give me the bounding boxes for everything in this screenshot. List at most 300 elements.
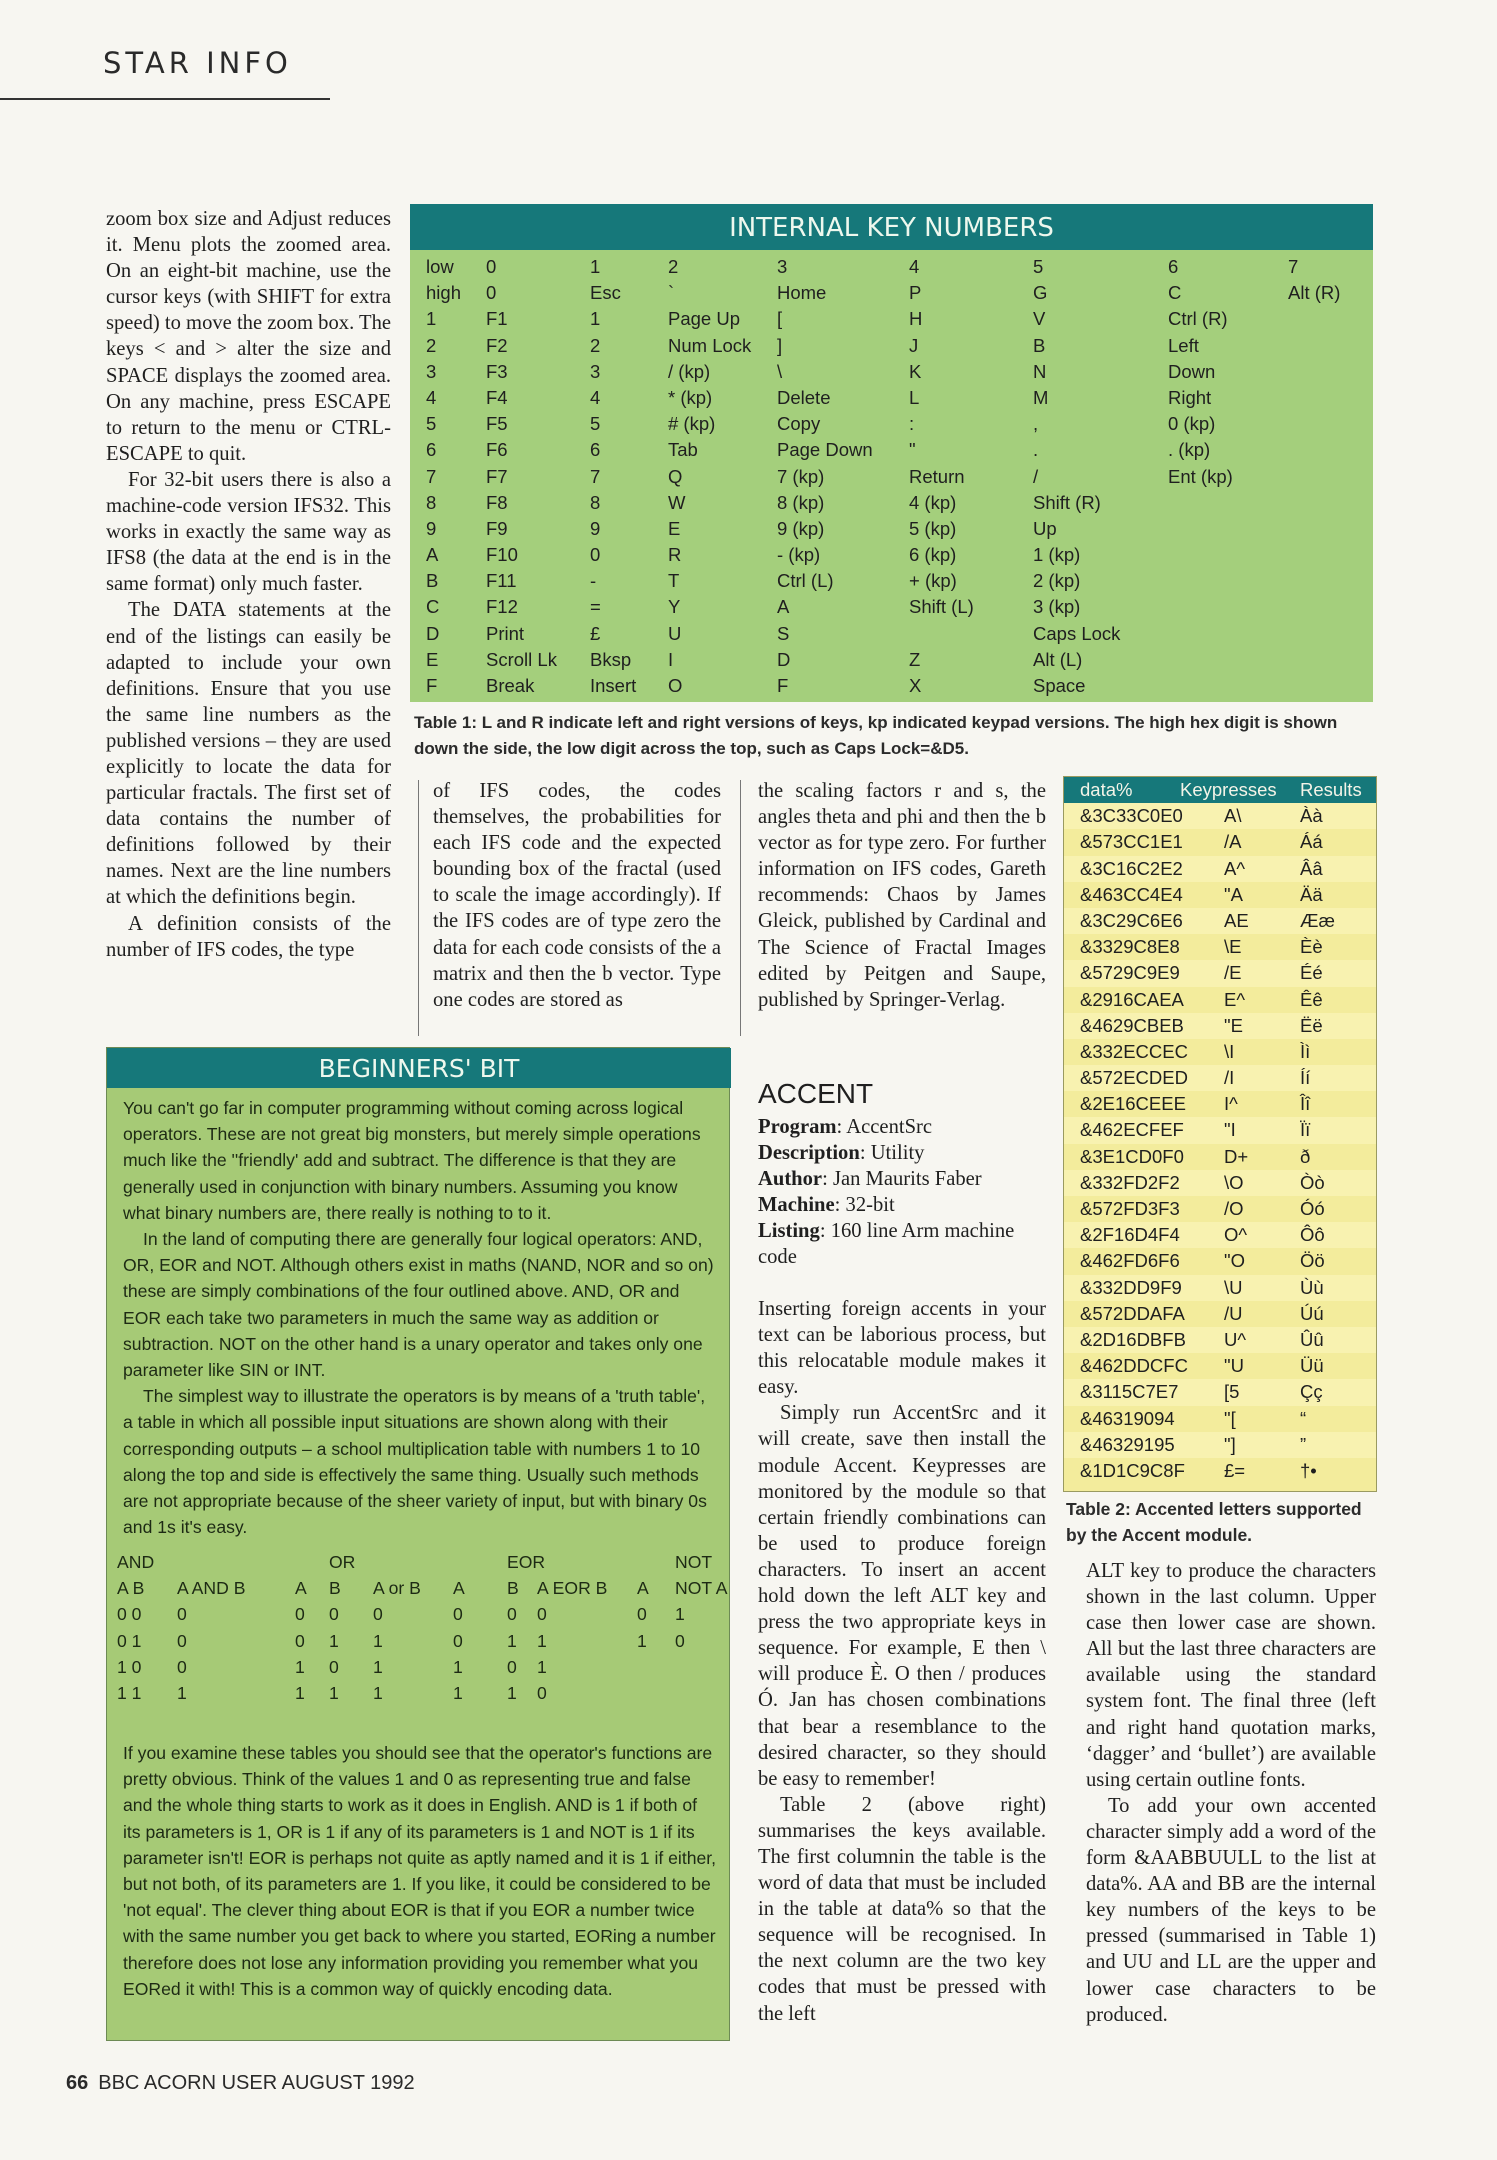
table1-cell: Home: [777, 282, 827, 304]
table2-cell: Íí: [1300, 1067, 1311, 1089]
table1-cell: 4 (kp): [909, 491, 957, 513]
table1-cell: Page Down: [777, 439, 873, 461]
truth-cell: 0: [453, 1604, 463, 1625]
table2-cell: &462ECFEF: [1080, 1119, 1184, 1141]
truth-cell: 0: [537, 1682, 547, 1703]
truth-cell: 1: [295, 1656, 305, 1677]
table1-cell: ": [909, 439, 916, 461]
table1-cell: 4: [909, 256, 920, 277]
table1-cell: £: [590, 622, 601, 644]
truth-cell: B: [329, 1578, 341, 1599]
table1-cell: A: [777, 596, 790, 618]
table1-cell: F: [426, 675, 438, 696]
table1-cell: F10: [486, 544, 518, 566]
table2-cell: &572DDAFA: [1080, 1302, 1185, 1324]
table1-cell: N: [1033, 360, 1047, 382]
table2-cell: \U: [1224, 1276, 1243, 1298]
table1-cell: C: [1168, 282, 1182, 304]
table1-cell: C: [426, 596, 440, 618]
table1-cell: Scroll Lk: [486, 648, 557, 670]
spec-description: Description: Utility: [758, 1142, 925, 1165]
table2-cell: &572FD3F3: [1080, 1198, 1180, 1219]
table1-cell: 7: [1288, 256, 1299, 277]
accent-paragraph-1: Inserting foreign accents in your text can be laborious process, but this relocatable module makes it easy.: [758, 1298, 1046, 1399]
table1-cell: I: [668, 648, 674, 670]
table2-cell: Çç: [1300, 1381, 1323, 1403]
table2-cell: [5: [1224, 1381, 1240, 1403]
table2-cell: &4629CBEB: [1080, 1014, 1184, 1036]
table2-cell: Éé: [1300, 962, 1323, 984]
table1-cell: L: [909, 386, 920, 408]
col3-top-paragraph: the scaling factors r and s, the angles theta and phi and then the b vector as for type zero. For further information on IFS codes, Gareth recommends: Chaos by James Gleick, published by Cardinal and The Science of Fractal Images edited by Peitgen and Saupe, published by Springer-Verlag.: [758, 780, 1046, 1011]
truth-cell: 1: [329, 1682, 339, 1703]
table1-cell: Alt (L): [1033, 648, 1083, 670]
truth-cell: 0: [675, 1630, 685, 1651]
truth-cell: 1 0: [117, 1656, 142, 1677]
table2-cell: "E: [1224, 1014, 1243, 1036]
table2-cell: E^: [1224, 988, 1246, 1010]
table1-cell: J: [909, 334, 919, 356]
truth-cell: 1: [537, 1630, 547, 1651]
table2-row: [1064, 803, 1376, 829]
table1-cell: Q: [668, 465, 683, 487]
truth-cell: 0: [637, 1604, 647, 1625]
table1-cell: /: [1033, 465, 1039, 487]
table2-cell: Àà: [1300, 805, 1323, 827]
table2-cell: \E: [1224, 936, 1242, 958]
truth-cell: 1: [637, 1630, 647, 1651]
header-rule: [0, 98, 330, 100]
table2-cell: Ìì: [1300, 1040, 1311, 1062]
table1-cell: 6 (kp): [909, 544, 957, 566]
table2-row: [1064, 1091, 1376, 1117]
table1-cell: 4: [590, 386, 601, 408]
table2-cell: Ûû: [1300, 1328, 1324, 1350]
table1-cell: 3: [590, 360, 601, 382]
truth-cell: A EOR B: [537, 1578, 608, 1599]
truth-cell: 1 1: [117, 1682, 142, 1703]
table2-row: [1064, 1432, 1376, 1458]
table1-cell: 5: [1033, 256, 1044, 277]
table1-cell: E: [426, 648, 439, 670]
table1-cell: 7: [426, 465, 437, 487]
table2-cell: D+: [1224, 1145, 1249, 1167]
table2-cell: Ëë: [1300, 1014, 1323, 1036]
truth-cell: 0 0: [117, 1604, 142, 1625]
table2-cell: &332ECCEC: [1080, 1040, 1188, 1062]
table1-cell: Alt (R): [1288, 282, 1341, 304]
truth-cell: 0: [295, 1630, 305, 1651]
table1-cell: 0: [486, 282, 497, 304]
table1-cell: Down: [1168, 360, 1216, 382]
table1-cell: A: [426, 544, 439, 566]
truth-cell: A: [295, 1578, 307, 1599]
table1-cell: 2: [590, 334, 601, 356]
table1-cell: F3: [486, 360, 508, 382]
table2-cell: \I: [1224, 1040, 1235, 1062]
table1-cell: U: [668, 622, 682, 644]
table1-cell: M: [1033, 386, 1049, 408]
table2-cell: Òò: [1300, 1171, 1325, 1193]
table2-row: [1064, 1117, 1376, 1143]
table1-cell: D: [426, 622, 440, 644]
table1-cell: Page Up: [668, 308, 740, 330]
accent-table: [1063, 776, 1377, 1492]
table2-cell: ”: [1300, 1433, 1307, 1455]
beginners-closing: [123, 1740, 719, 2002]
table1-cell: Insert: [590, 675, 637, 696]
table2-cell: †•: [1300, 1459, 1317, 1481]
article-column-3-bottom: [758, 1296, 1046, 2027]
table2-cell: Ââ: [1300, 857, 1323, 879]
table2-cell: /U: [1224, 1302, 1243, 1324]
truth-cell: A AND B: [177, 1578, 246, 1599]
table1-cell: Z: [909, 648, 921, 670]
truth-cell: 0: [329, 1656, 339, 1677]
truth-cell: 1: [537, 1656, 547, 1677]
table1-cell: 8: [590, 491, 601, 513]
table2-cell: &46319094: [1080, 1407, 1175, 1429]
table2-cell: /A: [1224, 831, 1242, 853]
table1-cell: E: [668, 517, 681, 539]
table1-cell: F9: [486, 517, 508, 539]
table1-cell: F6: [486, 439, 508, 461]
table1-cell: Shift (L): [909, 596, 974, 618]
table2-cell: Êê: [1300, 988, 1323, 1010]
beginners-intro: [123, 1095, 719, 1540]
table1-cell: .: [1033, 439, 1039, 461]
truth-cell: 0: [507, 1656, 517, 1677]
table2-cell: "]: [1224, 1433, 1236, 1455]
table2-cell: A\: [1224, 805, 1242, 827]
table1-cell: K: [909, 360, 922, 382]
truth-cell: A: [453, 1578, 465, 1599]
truth-cell: B: [507, 1578, 519, 1599]
table1-cell: 6: [426, 439, 437, 461]
table2-row: [1064, 987, 1376, 1013]
table2-body: [1064, 803, 1376, 1484]
table2-cell: Ää: [1300, 883, 1323, 905]
internal-key-numbers-table: [410, 204, 1373, 702]
table2-cell: &46329195: [1080, 1433, 1175, 1455]
table2-cell: U^: [1224, 1328, 1247, 1350]
table2-cell: &463CC4E4: [1080, 883, 1183, 905]
truth-cell: A B: [117, 1578, 145, 1599]
table1-cell: Delete: [777, 386, 831, 408]
table1-cell: 9: [590, 517, 601, 539]
table1-cell: Caps Lock: [1033, 622, 1121, 644]
publication-line: BBC ACORN USER AUGUST 1992: [98, 2072, 415, 2094]
table2-cell: /E: [1224, 962, 1242, 984]
table1-cell: high: [426, 282, 461, 304]
table2-cell: £=: [1224, 1459, 1246, 1481]
table2-cell: Îî: [1300, 1093, 1311, 1115]
table1-cell: 1 (kp): [1033, 544, 1081, 566]
table1-cell: 6: [590, 439, 601, 461]
table1-cell: Up: [1033, 517, 1057, 539]
table1-cell: Ent (kp): [1168, 465, 1233, 487]
article-column-2: [433, 778, 721, 1013]
truth-cell: AND: [117, 1552, 155, 1572]
table1-cell: F: [777, 675, 789, 696]
accent-paragraph-2: Simply run AccentSrc and it will create, save then install the module Accent. Keypresses are monitored by the module so that certain friendly combinations can be used to produce foreign characters. To insert an accent hold down the left ALT key and press the two appropriate keys in sequence. For example, E then \ will produce È. O then / produces Ó. Jan has chosen combinations that bear a resemblance to the desired character, so they should be easy to remember!: [758, 1402, 1046, 1790]
table1-cell: Y: [668, 596, 681, 618]
table2-row: [1064, 1275, 1376, 1301]
table1-cell: Ctrl (L): [777, 570, 834, 592]
table1-cell: 8 (kp): [777, 491, 825, 513]
table1-cell: 2 (kp): [1033, 570, 1081, 592]
table1-cell: Right: [1168, 386, 1212, 408]
table1-cell: 9: [426, 517, 437, 539]
article-column-4: [1086, 1558, 1376, 2028]
table1-cell: 0: [590, 544, 601, 566]
table1-cell: F4: [486, 386, 508, 408]
table1-cell: 6: [1168, 256, 1179, 277]
table1-cell: R: [668, 544, 682, 566]
table1-cell: Bksp: [590, 648, 632, 670]
table1-cell: -: [590, 570, 597, 592]
table1-cell: 0: [486, 256, 497, 277]
table1-cell: G: [1033, 282, 1048, 304]
table1-cell: F2: [486, 334, 508, 356]
col2-paragraph: of IFS codes, the codes themselves, the probabilities for each IFS code and the expected bounding box of the fractal (used to scale the image accordingly). If the IFS codes are of type zero the data for each code consists of the a matrix and then the b vector. Type one codes are stored as: [433, 780, 721, 1011]
table1-cell: 7: [590, 465, 601, 487]
table1-cell: * (kp): [668, 386, 713, 408]
truth-cell: 0 1: [117, 1630, 142, 1651]
table2-cell: Öö: [1300, 1250, 1325, 1272]
table1-cell: H: [909, 308, 923, 330]
table1-cell: Ctrl (R): [1168, 308, 1228, 330]
beginners-closing-paragraph: If you examine these tables you should see that the operator's functions are pretty obvious. Think of the values 1 and 0 as representing true and false and the whole thing starts to work as it does in English. AND is 1 if both of its parameters is 1, OR is 1 if any of its parameters is 1 and NOT is 1 if its parameter isn't! EOR is perhaps not quite as aptly named and it is 1 if either, but not both, of its parameters are 1. If you like, it could be considered to be 'not equal'. The clever thing about EOR is that if you EOR a number twice with the same number you get back to where you started, EORing a number therefore does not lose any information providing you remember what you EORed it with! This is a common way of quickly encoding data.: [123, 1743, 717, 1999]
table2-cell: Ôô: [1300, 1224, 1325, 1246]
spec-program: Program: AccentSrc: [758, 1116, 933, 1138]
table2-row: [1064, 1301, 1376, 1327]
table1-cell: B: [426, 570, 439, 592]
accent-paragraph-4: ALT key to produce the characters shown in the last column. Upper case then lower case are shown. All but the last three characters are available using the standard system font. The final three (left and right hand quotation marks, ‘dagger’ and ‘bullet’) are available using certain outline fonts.: [1086, 1560, 1376, 1791]
table2-header-results: Results: [1300, 779, 1362, 800]
truth-cell: 0: [507, 1604, 517, 1625]
table2-row: [1064, 1248, 1376, 1274]
table2-row: [1064, 1013, 1376, 1039]
table2-cell: AE: [1224, 909, 1249, 931]
truth-cell: 1: [329, 1630, 339, 1651]
truth-cell: 0: [537, 1604, 547, 1625]
table1-cell: [: [777, 308, 783, 330]
table1-cell: 1: [590, 256, 601, 277]
table1-cell: S: [777, 622, 790, 644]
truth-cell: EOR: [507, 1552, 546, 1572]
truth-cell: NOT: [675, 1552, 713, 1572]
table2-cell: &3C16C2E2: [1080, 857, 1183, 879]
table1-cell: 4: [426, 386, 437, 408]
table2-cell: &2E16CEEE: [1080, 1093, 1186, 1115]
table1-cell: 7 (kp): [777, 465, 825, 487]
beginners-paragraph-1: You can't go far in computer programming without coming across logical operators. These are not great big monsters, but merely simple operations much like the ''friendly' add and subtract. The difference is that they are generally used in conjunction with binary numbers. Assuming you know what binary numbers are, there really is nothing to to it.: [123, 1098, 701, 1223]
table1-cell: 5 (kp): [909, 517, 957, 539]
table2-row: [1064, 1039, 1376, 1065]
table2-caption: Table 2: Accented letters supported by the Accent module.: [1066, 1499, 1362, 1545]
truth-cell: A or B: [373, 1578, 421, 1599]
table1-cell: Tab: [668, 439, 698, 461]
table1-caption: Table 1: L and R indicate left and right versions of keys, kp indicated keypad versions. The high hex digit is shown down the side, the low digit across the top, such as Caps Lock=&D5.: [414, 713, 1338, 758]
table1-cell: B: [1033, 334, 1046, 356]
table1-cell: V: [1033, 308, 1046, 330]
table2-row: [1064, 856, 1376, 882]
truth-cell: 1: [453, 1682, 463, 1703]
table2-row: [1064, 1353, 1376, 1379]
spec-machine: Machine: 32-bit: [758, 1194, 895, 1217]
table2-cell: "A: [1224, 883, 1243, 905]
table1-cell: :: [909, 413, 915, 435]
table2-cell: “: [1300, 1407, 1307, 1429]
page-footer: [66, 2072, 415, 2095]
table2-cell: Üü: [1300, 1355, 1324, 1377]
col1-paragraph-1: zoom box size and Adjust reduces it. Menu plots the zoomed area. On an eight-bit machine, use the cursor keys (with SHIFT for extra speed) to move the zoom box. The keys < and > alter the size and SPACE displays the zoomed area. On any machine, press ESCAPE to return to the menu or CTRL-ESCAPE to quit.: [106, 208, 392, 465]
section-header: STAR INFO: [103, 46, 292, 80]
table2-header-data: data%: [1080, 779, 1133, 800]
truth-cell: 0: [329, 1604, 339, 1625]
truth-cell: 1: [507, 1630, 517, 1651]
table1-cell: 1: [426, 308, 437, 330]
truth-cell: 1: [373, 1682, 383, 1703]
table2-cell: &2F16D4F4: [1080, 1224, 1180, 1246]
table2-cell: &2D16DBFB: [1080, 1328, 1186, 1350]
table1-cell: F1: [486, 308, 508, 330]
truth-cell: 0: [453, 1630, 463, 1651]
truth-cell: NOT A: [675, 1578, 728, 1599]
article-column-3-top: [758, 778, 1046, 1013]
table1-cell: Space: [1033, 675, 1086, 696]
table1-title: INTERNAL KEY NUMBERS: [410, 204, 1373, 250]
table2-cell: Áá: [1300, 831, 1323, 853]
truth-cell: 1: [373, 1656, 383, 1677]
spec-author: Author: Jan Maurits Faber: [758, 1168, 982, 1191]
table2-cell: &2916CAEA: [1080, 988, 1184, 1010]
table2-cell: Úú: [1300, 1302, 1324, 1324]
article-column-1: [106, 206, 391, 963]
table2-cell: \O: [1224, 1171, 1244, 1193]
table2-cell: &3C33C0E0: [1080, 805, 1183, 827]
page-number: 66: [66, 2072, 89, 2094]
column-divider: [418, 780, 419, 1036]
accent-paragraph-3: Table 2 (above right) summarises the keys available. The first columnin the table is the word of data that must be included in the table at data% so that the sequence will be recognised. In the next column are the two key codes that must be pressed with the left: [758, 1793, 1046, 2025]
table1-cell: F5: [486, 413, 508, 435]
table2-row: [1064, 1222, 1376, 1248]
col1-paragraph-2: For 32-bit users there is also a machine-code version IFS32. This works in exactly the same way as IFS8 (the data at the end is in the same format) only much faster.: [106, 468, 391, 596]
table1-cell: W: [668, 491, 686, 513]
column-divider: [740, 780, 741, 1036]
table1-cell: Break: [486, 675, 535, 696]
spec-listing: Listing: 160 line Arm machine code: [758, 1220, 1015, 1269]
table1-cell: ]: [777, 334, 783, 356]
table1-cell: Return: [909, 465, 965, 487]
table2-row: [1064, 1196, 1376, 1222]
table1-cell: / (kp): [668, 360, 711, 382]
table2-cell: &332DD9F9: [1080, 1276, 1182, 1298]
table1-cell: 1: [590, 308, 601, 330]
truth-cell: 1: [373, 1630, 383, 1651]
beginners-paragraph-2: In the land of computing there are generally four logical operators: AND, OR, EOR and NOT. Although others exist in maths (NAND, NOR and so on) these are simply combinations of the four outlined above. AND, OR and EOR each take two parameters in much the same way as addition or subtraction. NOT on the other hand is a unary operator and takes only one parameter like SIN or INT.: [123, 1229, 714, 1381]
table2-cell: &3329C8E8: [1080, 936, 1180, 958]
truth-cell: 1: [295, 1682, 305, 1703]
table1-cell: F11: [486, 570, 517, 592]
truth-cell: 0: [373, 1604, 383, 1625]
truth-cell: 0: [177, 1604, 187, 1625]
table1-cell: ,: [1033, 413, 1039, 435]
table2-row: [1064, 1379, 1376, 1405]
table2-cell: "I: [1224, 1119, 1236, 1141]
table1-cell: 5: [590, 413, 601, 435]
table1-cell: 9 (kp): [777, 517, 825, 539]
table2-cell: A^: [1224, 857, 1246, 879]
truth-cell: 1: [507, 1682, 517, 1703]
beginners-bit-title: BEGINNERS' BIT: [107, 1048, 731, 1088]
table1-cell: O: [668, 675, 683, 696]
table1-cell: F7: [486, 465, 508, 487]
table2-cell: I^: [1224, 1093, 1238, 1115]
beginners-bit-box: [106, 1047, 730, 2041]
table1-cell: 3: [426, 360, 437, 382]
truth-cell: 0: [177, 1656, 187, 1677]
table1-cell: `: [668, 282, 675, 304]
table1-cell: Esc: [590, 282, 621, 304]
table1-cell: . (kp): [1168, 439, 1211, 461]
truth-cell: 0: [295, 1604, 305, 1625]
table2-row: [1064, 960, 1376, 986]
table2-cell: &1D1C9C8F: [1080, 1459, 1185, 1481]
table2-cell: Óó: [1300, 1198, 1325, 1219]
table2-row: [1064, 934, 1376, 960]
table1-cell: X: [909, 675, 922, 696]
table1-cell: \: [777, 360, 783, 382]
table2-cell: Ææ: [1300, 909, 1335, 931]
table1-cell: 8: [426, 491, 437, 513]
table2-cell: Ùù: [1300, 1276, 1324, 1298]
accent-specs: [758, 1114, 1048, 1271]
table2-row: [1064, 1458, 1376, 1484]
table2-row: [1064, 1144, 1376, 1170]
table1-cell: 2: [426, 334, 437, 356]
table1-cell: Copy: [777, 413, 821, 435]
table2-row: [1064, 1327, 1376, 1353]
table2-row: [1064, 882, 1376, 908]
table1-cell: Shift (R): [1033, 491, 1101, 513]
accent-heading: ACCENT: [758, 1078, 874, 1109]
table1-cell: 0 (kp): [1168, 413, 1216, 435]
table1-cell: # (kp): [668, 413, 716, 435]
table2-cell: "U: [1224, 1355, 1244, 1377]
table2-cell: &573CC1E1: [1080, 831, 1183, 853]
table2-row: [1064, 1406, 1376, 1432]
table1-cell: 3 (kp): [1033, 596, 1081, 618]
table1-cell: low: [426, 256, 454, 277]
table2-cell: &462DDCFC: [1080, 1355, 1188, 1377]
table2-header-keypresses: Keypresses: [1180, 779, 1277, 800]
table2-cell: Èè: [1300, 936, 1323, 958]
truth-cell: 1: [177, 1682, 187, 1703]
table1-cell: - (kp): [777, 544, 821, 566]
table1-cell: F12: [486, 596, 518, 618]
table1-cell: T: [668, 570, 680, 592]
table2-cell: &572ECDED: [1080, 1067, 1188, 1089]
truth-cell: OR: [329, 1552, 356, 1572]
table2-cell: &3115C7E7: [1080, 1381, 1179, 1403]
table2-row: [1064, 829, 1376, 855]
table2-cell: /O: [1224, 1198, 1244, 1219]
table2-cell: &3C29C6E6: [1080, 909, 1183, 931]
table2-cell: "O: [1224, 1250, 1245, 1272]
table1-cell: + (kp): [909, 570, 957, 592]
